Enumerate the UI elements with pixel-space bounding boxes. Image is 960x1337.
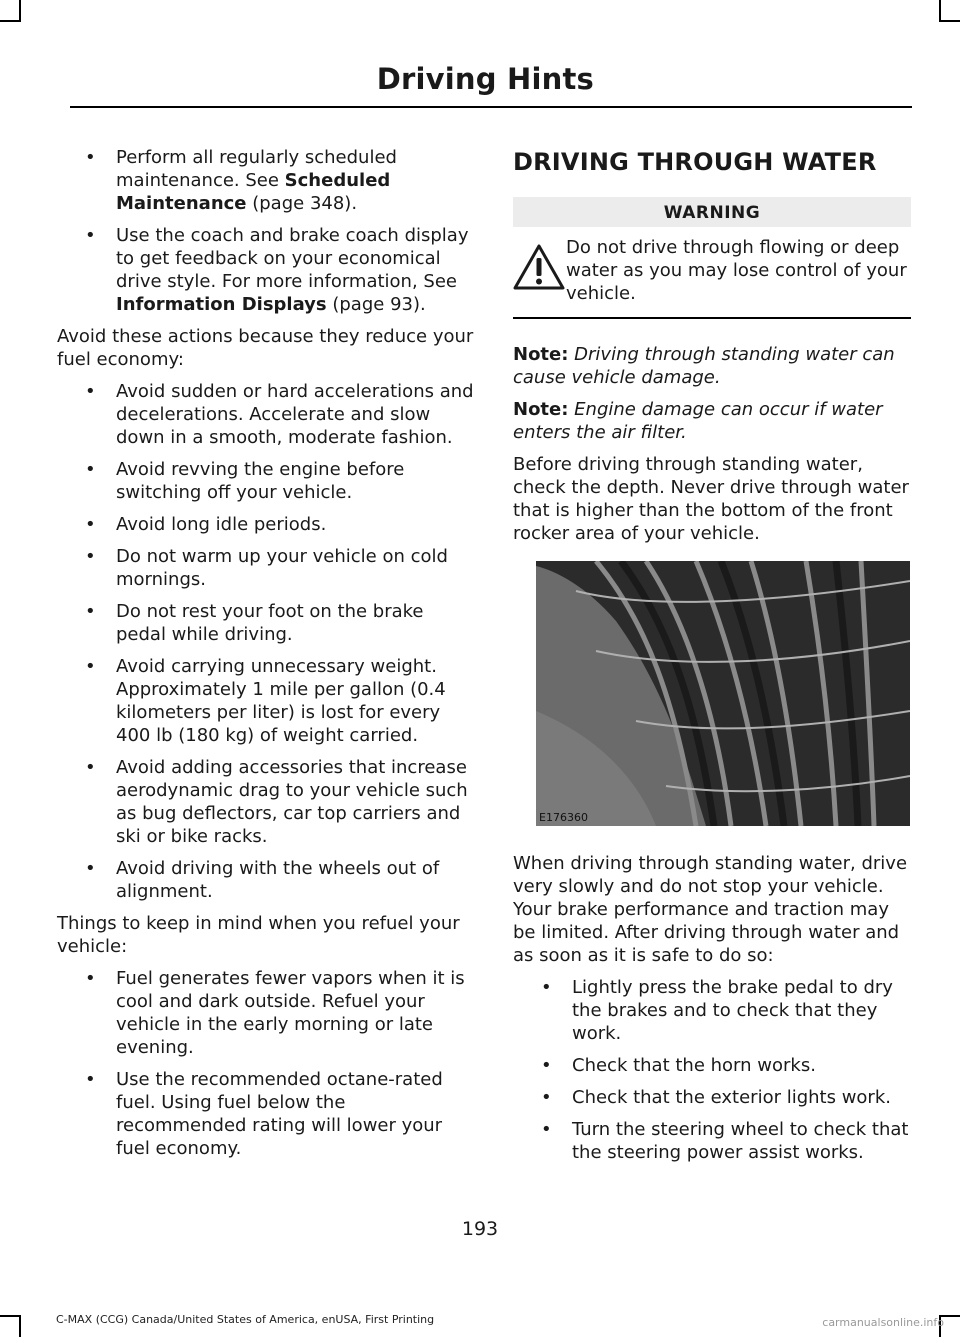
bullet: • (85, 601, 96, 622)
list-item: • Use the coach and brake coach display to get feedback on your economical drive style. For more information, See Information Displays (page 93). (85, 225, 469, 315)
warning-triangle-icon (513, 243, 565, 291)
bullet: • (85, 858, 96, 879)
list-item: • Avoid adding accessories that increase aerodynamic drag to your vehicle such as bug deflectors, car top carriers and ski or bike racks. (85, 757, 468, 847)
bullet: • (541, 1055, 552, 1076)
section-heading: DRIVING THROUGH WATER (513, 148, 877, 176)
list-item: • Do not warm up your vehicle on cold mornings. (85, 546, 448, 590)
maintenance-list (57, 146, 475, 316)
figure-caption: E176360 (539, 811, 588, 824)
bullet: • (85, 1069, 96, 1090)
page-number: 193 (461, 1218, 499, 1240)
list-item: • Lightly press the brake pedal to dry the brakes and to check that they work. (541, 977, 893, 1044)
warning-box (513, 227, 911, 319)
note-text: Driving through standing water can cause vehicle damage. (513, 344, 895, 388)
footer-text: C-MAX (CCG) Canada/United States of America, enUSA, First Printing (56, 1313, 435, 1326)
paragraph: When driving through standing water, drive very slowly and do not stop your vehicle. Your brake performance and traction may be limited. After driving through water and as soon as it is safe to do so: (513, 853, 908, 966)
crop-mark (939, 0, 941, 22)
paragraph: Avoid these actions because they reduce your fuel economy: (57, 326, 474, 370)
list-item: • Turn the steering wheel to check that the steering power assist works. (541, 1119, 909, 1163)
section-title: Driving Hints (376, 62, 594, 96)
warning-label: WARNING (513, 197, 911, 227)
list-item: • Do not rest your foot on the brake pedal while driving. (85, 601, 424, 645)
header-rule (70, 106, 912, 108)
left-column (57, 146, 475, 1169)
bullet: • (85, 147, 96, 168)
bullet: • (85, 381, 96, 402)
note-label: Note: (513, 399, 569, 420)
crop-mark (0, 1315, 21, 1317)
list-item: • Avoid revving the engine before switching off your vehicle. (85, 459, 405, 503)
bullet: • (541, 1119, 552, 1140)
list-item: • Perform all regularly scheduled maintenance. See Scheduled Maintenance (page 348). (85, 147, 397, 214)
list-item: • Check that the exterior lights work. (541, 1087, 891, 1108)
cross-reference-link[interactable]: Scheduled Maintenance (116, 170, 391, 214)
crop-mark (0, 20, 21, 22)
note (513, 398, 911, 444)
right-column (513, 146, 911, 1173)
list-item: • Avoid carrying unnecessary weight. Approximately 1 mile per gallon (0.4 kilometers per liter) is lost for every 400 lb (180 kg) of weight carried. (85, 656, 446, 746)
bullet: • (541, 977, 552, 998)
note-label: Note: (513, 344, 569, 365)
tire-image (536, 561, 910, 826)
note-text: Engine damage can occur if water enters the air filter. (513, 399, 883, 443)
bullet: • (85, 514, 96, 535)
list-item: • Avoid long idle periods. (85, 514, 327, 535)
bullet: • (85, 757, 96, 778)
crop-mark (19, 1315, 21, 1337)
list-item: • Use the recommended octane-rated fuel. Using fuel below the recommended rating will lower your fuel economy. (85, 1069, 443, 1159)
bullet: • (85, 656, 96, 677)
bullet: • (85, 968, 96, 989)
refuel-list (57, 967, 475, 1160)
list-item: • Avoid driving with the wheels out of alignment. (85, 858, 440, 902)
note (513, 343, 911, 389)
avoid-actions-list (57, 380, 475, 903)
crop-mark (19, 0, 21, 22)
bullet: • (85, 225, 96, 246)
list-item: • Avoid sudden or hard accelerations and decelerations. Accelerate and slow down in a smooth, moderate fashion. (85, 381, 474, 448)
tire-illustration (536, 561, 910, 826)
list-item: • Fuel generates fewer vapors when it is cool and dark outside. Refuel your vehicle in the early morning or late evening. (85, 968, 465, 1058)
warning-text: Do not drive through flowing or deep water as you may lose control of your vehicle. (566, 237, 907, 304)
paragraph: Things to keep in mind when you refuel your vehicle: (57, 913, 460, 957)
crop-mark (939, 20, 960, 22)
paragraph: Before driving through standing water, check the depth. Never drive through water that is higher than the bottom of the front rocker area of your vehicle. (513, 454, 909, 544)
list-item: • Check that the horn works. (541, 1055, 816, 1076)
bullet: • (85, 459, 96, 480)
cross-reference-link[interactable]: Information Displays (116, 294, 327, 315)
bullet: • (541, 1087, 552, 1108)
bullet: • (85, 546, 96, 567)
after-water-checklist (513, 976, 911, 1164)
watermark: carmanualsonline.info (822, 1316, 944, 1329)
